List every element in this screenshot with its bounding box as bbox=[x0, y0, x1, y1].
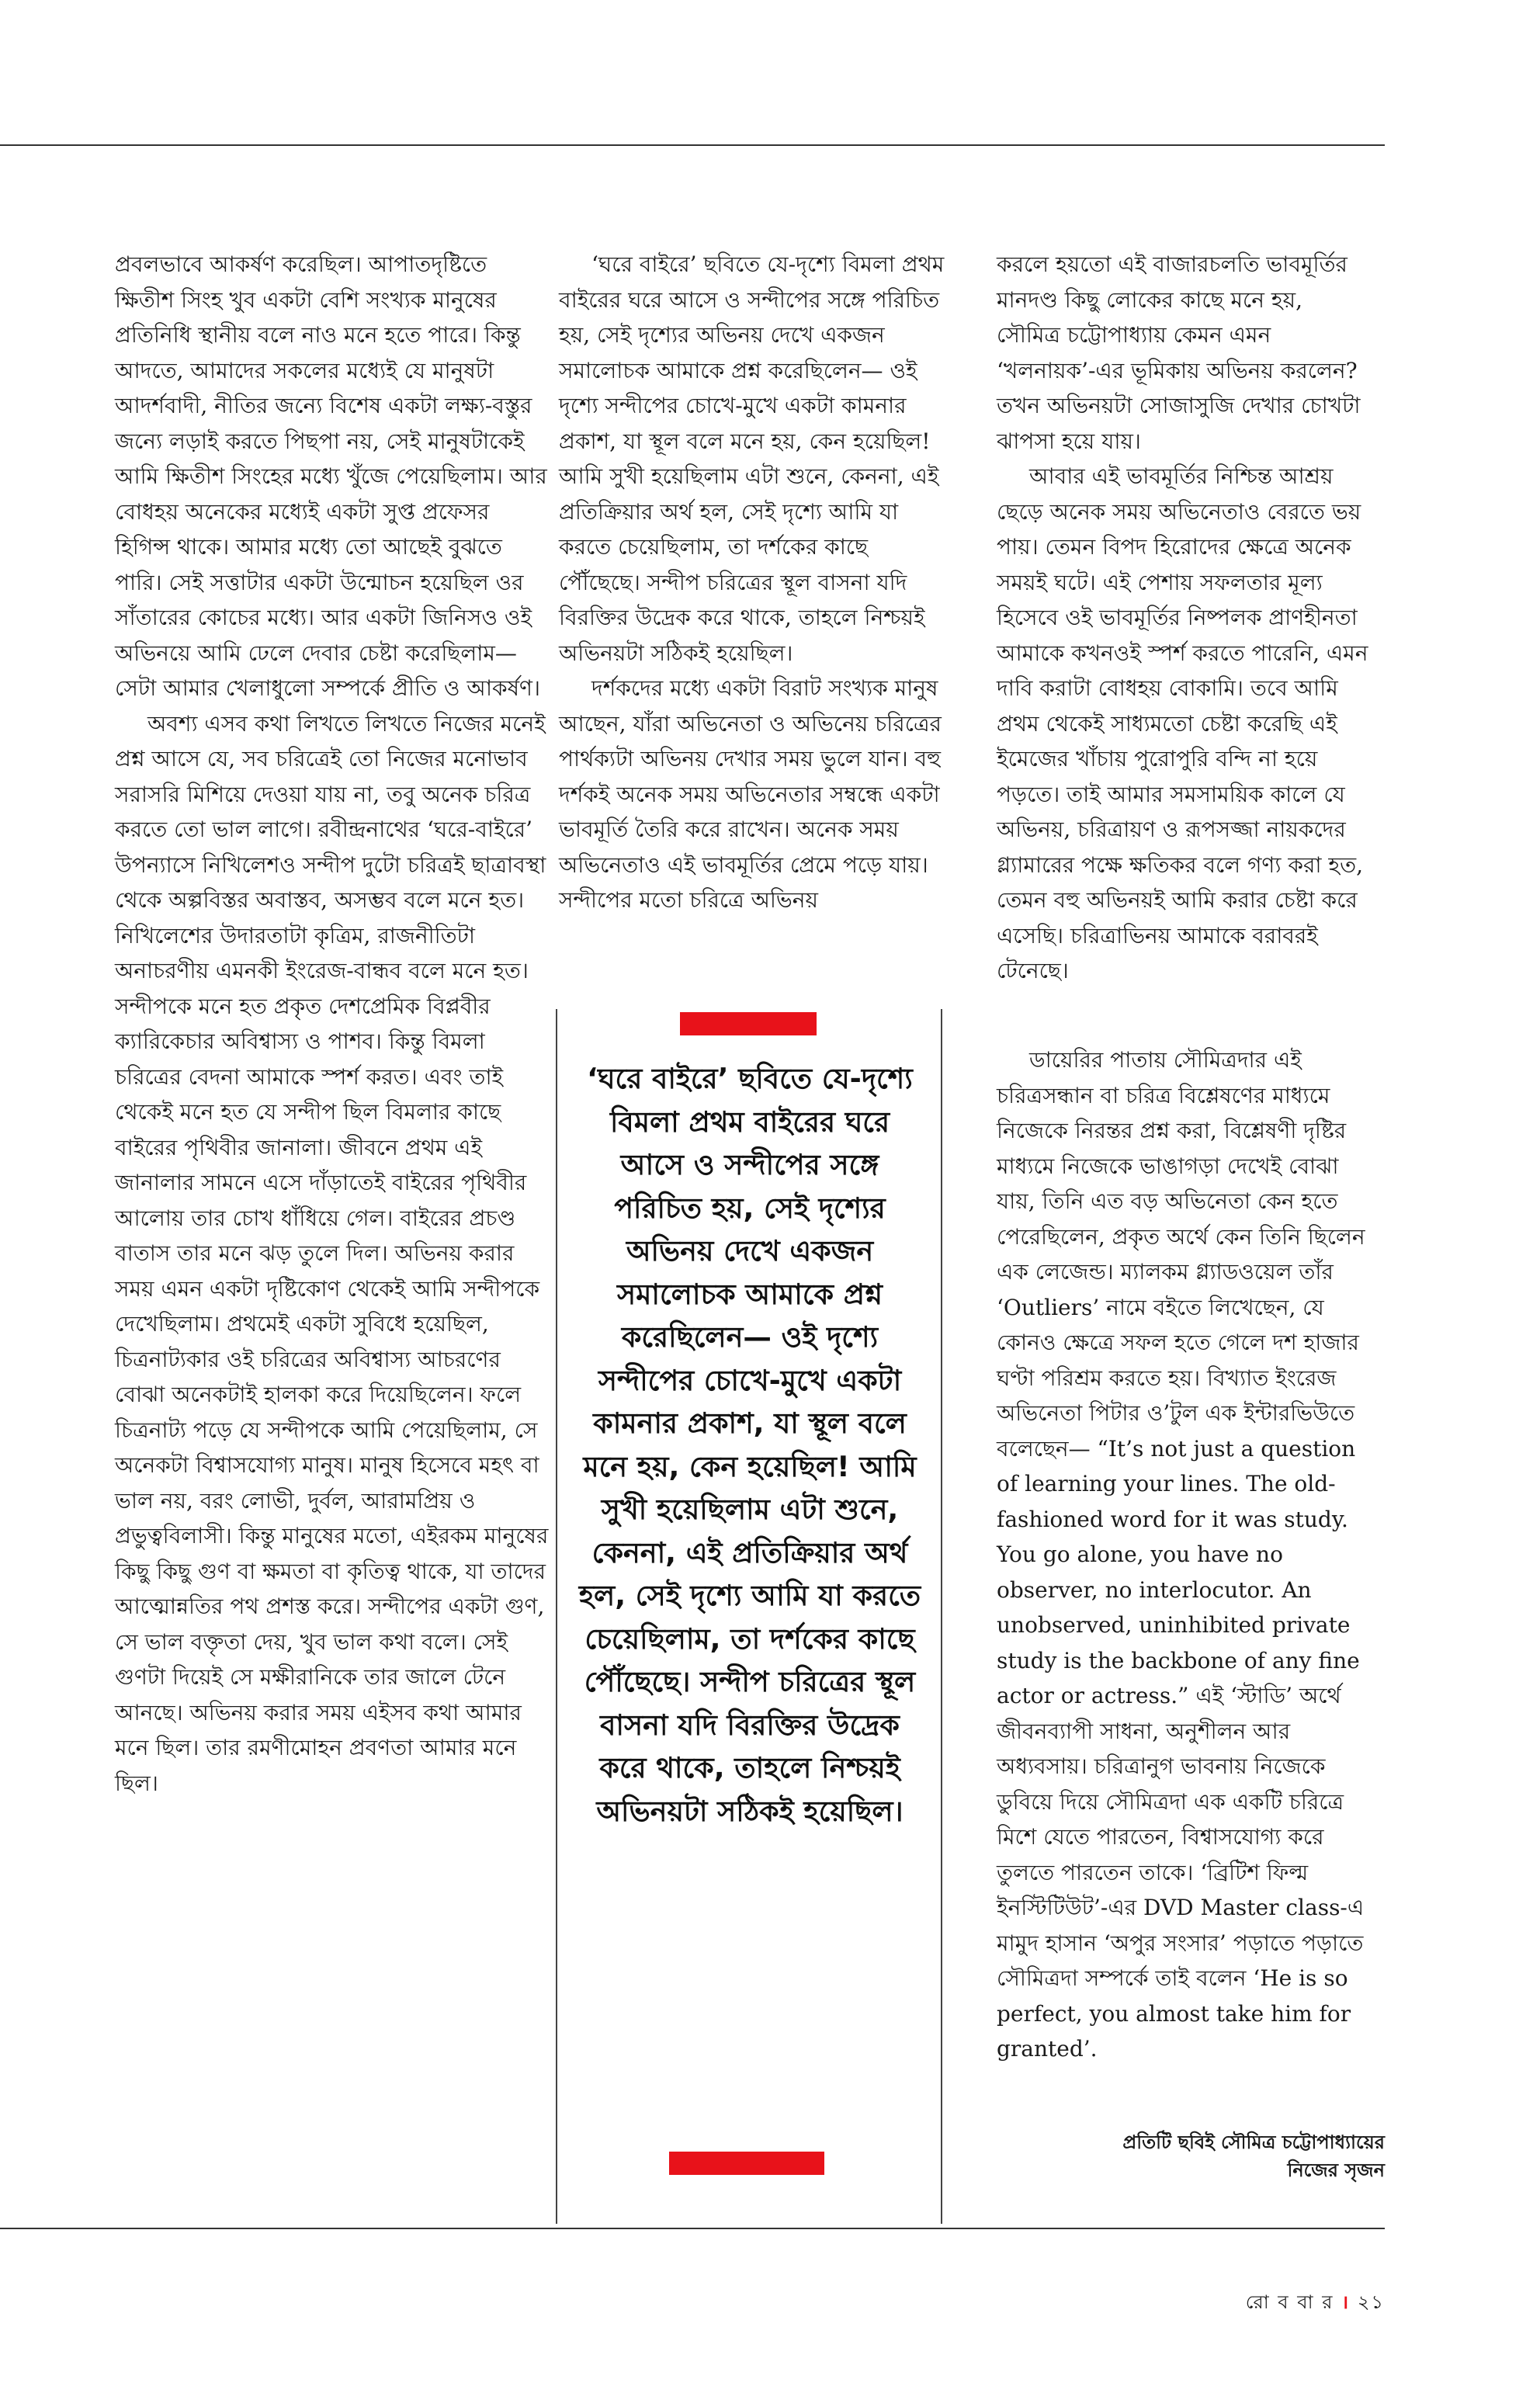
col3-paragraph-2: আবার এই ভাবমূর্তির নিশ্চিন্ত আশ্রয় ছেড়ে অনেক সময় অভিনেতাও বেরতে ভয় পায়। তেমন বিপদ হিরোদের ক্ষেত্রে অনেক সময়ই ঘটে। এই পেশায় সফলতার মূল্য হিসেবে ওই ভাবমূর্তির নিষ্পলক প্রাণহীনতা আমাকে কখনওই স্পর্শ করতে পারেনি, এমন দাবি করাটা বোধহয় বোকামি। তবে আমি প্রথম থেকেই সাধ্যমতো চেষ্টা করেছি এই ইমেজের খাঁচায় পুরোপুরি বন্দি না হয়ে পড়তে। তাই আমার সমসাময়িক কালে যে অভিনয়, চরিত্রায়ণ ও রূপসজ্জা নায়কদের গ্ল্যামারের পক্ষে ক্ষতিকর বলে গণ্য করা হত, তেমন বহু অভিনয়ই আমি করার চেষ্টা করে এসেছি। চরিত্রাভিনয় আমাকে বরাবরই টেনেছে। bbox=[997, 463, 1368, 983]
photo-credit bbox=[997, 2128, 1385, 2184]
pullquote-right-divider bbox=[941, 1009, 942, 2224]
folio-separator: । bbox=[1341, 2291, 1351, 2313]
top-rule bbox=[0, 144, 1385, 146]
article-column-1 bbox=[115, 247, 550, 1801]
pullquote-bottom-red-bar bbox=[669, 2152, 824, 2175]
article-column-2 bbox=[559, 247, 947, 918]
pullquote-top-red-bar bbox=[680, 1012, 817, 1035]
magazine-name: রো ব বা র bbox=[1245, 2291, 1334, 2313]
col1-paragraph-1: প্রবলভাবে আকর্ষণ করেছিল। আপাতদৃষ্টিতে ক্ষিতীশ সিংহ খুব একটা বেশি সংখ্যক মানুষের প্রতিনিধি স্থানীয় বলে নাও মনে হতে পারে। কিন্তু আদতে, আমাদের সকলের মধ্যেই যে মানুষটা আদর্শবাদী, নীতির জন্যে বিশেষ একটা লক্ষ্য-বস্তুর জন্যে লড়াই করতে পিছপা নয়, সেই মানুষটাকেই আমি ক্ষিতীশ সিংহের মধ্যে খুঁজে পেয়েছিলাম। আর বোধহয় অনেকের মধ্যেই একটা সুপ্ত প্রফেসর হিগিন্স থাকে। আমার মধ্যে তো আছেই বুঝতে পারি। সেই সত্তাটার একটা উন্মোচন হয়েছিল ওর সাঁতারের কোচের মধ্যে। আর একটা জিনিসও ওই অভিনয়ে আমি ঢেলে দেবার চেষ্টা করেছিলাম— সেটা আমার খেলাধুলো সম্পর্কে প্রীতি ও আকর্ষণ। bbox=[115, 251, 547, 701]
col1-paragraph-2: অবশ্য এসব কথা লিখতে লিখতে নিজের মনেই প্রশ্ন আসে যে, সব চরিত্রেই তো নিজের মনোভাব সরাসরি মিশিয়ে দেওয়া যায় না, তবু অনেক চরিত্র করতে তো ভাল লাগে। রবীন্দ্রনাথের ‘ঘরে-বাইরে’ উপন্যাসে নিখিলেশও সন্দীপ দুটো চরিত্রই ছাত্রাবস্থা থেকে অল্পবিস্তর অবাস্তব, অসম্ভব বলে মনে হত। নিখিলেশের উদারতাটা কৃত্রিম, রাজনীতিটা অনাচরণীয় এমনকী ইংরেজ-বান্ধব বলে মনে হত। সন্দীপকে মনে হত প্রকৃত দেশপ্রেমিক বিপ্লবীর ক্যারিকেচার অবিশ্বাস্য ও পাশব। কিন্তু বিমলা চরিত্রের বেদনা আমাকে স্পর্শ করত। এবং তাই থেকেই মনে হত যে সন্দীপ ছিল বিমলার কাছে বাইরের পৃথিবীর জানালা। জীবনে প্রথম এই জানালার সামনে এসে দাঁড়াতেই বাইরের পৃথিবীর আলোয় তার চোখ ধাঁধিয়ে গেল। বাইরের প্রচণ্ড বাতাস তার মনে ঝড় তুলে দিল। অভিনয় করার সময় এমন একটা দৃষ্টিকোণ থেকেই আমি সন্দীপকে দেখেছিলাম। প্রথমেই একটা সুবিধে হয়েছিল, চিত্রনাট্যকার ওই চরিত্রের অবিশ্বাস্য আচরণের বোঝা অনেকটাই হালকা করে দিয়েছিলেন। ফলে চিত্রনাট্য পড়ে যে সন্দীপকে আমি পেয়েছিলাম, সে অনেকটা বিশ্বাসযোগ্য মানুষ। মানুষ হিসেবে মহৎ বা ভাল নয়, বরং লোভী, দুর্বল, আরামপ্রিয় ও প্রভুত্ববিলাসী। কিন্তু মানুষের মতো, এইরকম মানুষের কিছু কিছু গুণ বা ক্ষমতা বা কৃতিত্ব থাকে, যা তাদের আত্মোন্নতির পথ প্রশস্ত করে। সন্দীপের একটা গুণ, সে ভাল বক্তৃতা দেয়, খুব ভাল কথা বলে। সেই গুণটা দিয়েই সে মক্ষীরানিকে তার জালে টেনে আনছে। অভিনয় করার সময় এইসব কথা আমার মনে ছিল। তার রমণীমোহন প্রবণতা আমার মনে ছিল। bbox=[115, 710, 549, 1796]
page-folio bbox=[1246, 2288, 1385, 2319]
page-number: ২১ bbox=[1357, 2291, 1385, 2313]
col3-paragraph-3: ডায়েরির পাতায় সৌমিত্রদার এই চরিত্রসন্ধান বা চরিত্র বিশ্লেষণের মাধ্যমে নিজেকে নিরন্তর প্রশ্ন করা, বিশ্লেষণী দৃষ্টির মাধ্যমে নিজেকে ভাঙাগড়া দেখেই বোঝা যায়, তিনি এত বড় অভিনেতা কেন হতে পেরেছিলেন, প্রকৃত অর্থে কেন তিনি ছিলেন এক লেজেন্ড। ম্যালকম গ্ল্যাডওয়েল তাঁর ‘Outliers’ নামে বইতে লিখেছেন, যে কোনও ক্ষেত্রে সফল হতে গেলে দশ হাজার ঘণ্টা পরিশ্রম করতে হয়। বিখ্যাত ইংরেজ অভিনেতা পিটার ও’টুল এক ইন্টারভিউতে বলেছেন— “It’s not just a question of learning your lines. The old-fashioned word for it was study. You go alone, you have no observer, no interlocutor. An unobserved, uninhibited private study is the backbone of any fine actor or actress.” এই ‘স্টাডি’ অর্থে জীবনব্যাপী সাধনা, অনুশীলন আর অধ্যবসায়। চরিত্রানুগ ভাবনায় নিজেকে ডুবিয়ে দিয়ে সৌমিত্রদা এক একটি চরিত্রে মিশে যেতে পারতেন, বিশ্বাসযোগ্য করে তুলতে পারতেন তাকে। ‘ব্রিটিশ ফিল্ম ইনস্টিটিউট’-এর DVD Master class-এ মামুদ হাসান ‘অপুর সংসার’ পড়াতে পড়াতে সৌমিত্রদা সম্পর্কে তাই বলেন ‘He is so perfect, you almost take him for granted’. bbox=[997, 1047, 1365, 2062]
photo-credit-line-2: নিজের সৃজন bbox=[1287, 2159, 1385, 2181]
pullquote: ‘ঘরে বাইরে’ ছবিতে যে-দৃশ্যে বিমলা প্রথম বাইরের ঘরে আসে ও সন্দীপের সঙ্গে পরিচিত হয়, সেই দৃশ্যের অভিনয় দেখে একজন সমালোচক আমাকে প্রশ্ন করেছিলেন— ওই দৃশ্যে সন্দীপের চোখে-মুখে একটা কামনার প্রকাশ, যা স্থূল বলে মনে হয়, কেন হয়েছিল! আমি সুখী হয়েছিলাম এটা শুনে, কেননা, এই প্রতিক্রিয়ার অর্থ হল, সেই দৃশ্যে আমি যা করতে চেয়েছিলাম, তা দর্শকের কাছে পৌঁছেছে। সন্দীপ চরিত্রের স্থূল বাসনা যদি বিরক্তির উদ্রেক করে থাকে, তাহলে নিশ্চয়ই অভিনয়টা সঠিকই হয়েছিল। bbox=[578, 1062, 921, 1828]
col2-paragraph-1: ‘ঘরে বাইরে’ ছবিতে যে-দৃশ্যে বিমলা প্রথম বাইরের ঘরে আসে ও সন্দীপের সঙ্গে পরিচিত হয়, সেই দৃশ্যের অভিনয় দেখে একজন সমালোচক আমাকে প্রশ্ন করেছিলেন— ওই দৃশ্যে সন্দীপের চোখে-মুখে একটা কামনার প্রকাশ, যা স্থূল বলে মনে হয়, কেন হয়েছিল! আমি সুখী হয়েছিলাম এটা শুনে, কেননা, এই প্রতিক্রিয়ার অর্থ হল, সেই দৃশ্যে আমি যা করতে চেয়েছিলাম, তা দর্শকের কাছে পৌঁছেছে। সন্দীপ চরিত্রের স্থূল বাসনা যদি বিরক্তির উদ্রেক করে থাকে, তাহলে নিশ্চয়ই অভিনয়টা সঠিকই হয়েছিল। bbox=[559, 251, 945, 666]
article-column-3-continued bbox=[997, 1042, 1369, 2067]
bottom-rule bbox=[0, 2228, 1385, 2229]
article-column-3 bbox=[997, 247, 1369, 989]
photo-credit-line-1: প্রতিটি ছবিই সৌমিত্র চট্টোপাধ্যায়ের bbox=[1122, 2131, 1385, 2153]
pullquote-left-divider bbox=[556, 1009, 557, 2224]
col2-paragraph-2: দর্শকদের মধ্যে একটা বিরাট সংখ্যক মানুষ আছেন, যাঁরা অভিনেতা ও অভিনেয় চরিত্রের পার্থক্যটা অভিনয় দেখার সময় ভুলে যান। বহু দর্শকই অনেক সময় অভিনেতার সম্বন্ধে একটা ভাবমূর্তি তৈরি করে রাখেন। অনেক সময় অভিনেতাও এই ভাবমূর্তির প্রেমে পড়ে যায়। সন্দীপের মতো চরিত্রে অভিনয় bbox=[559, 675, 942, 913]
col3-paragraph-1: করলে হয়তো এই বাজারচলতি ভাবমূর্তির মানদণ্ড কিছু লোকের কাছে মনে হয়, সৌমিত্র চট্টোপাধ্যায় কেমন এমন ‘খলনায়ক’-এর ভূমিকায় অভিনয় করলেন? তখন অভিনয়টা সোজাসুজি দেখার চোখটা ঝাপসা হয়ে যায়। bbox=[997, 251, 1361, 454]
